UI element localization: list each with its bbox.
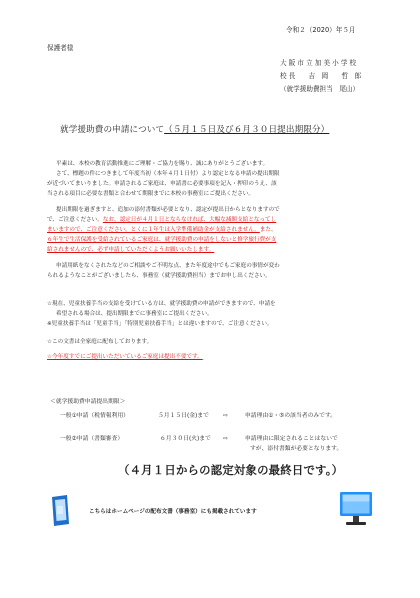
monitor-icon (338, 490, 374, 528)
notice-text: で、ご注意ください。 (47, 217, 103, 223)
paragraph-3-line-2 (47, 216, 276, 225)
schedule-row-1-note: 申請理由①・⑤の該当者のみです。 (245, 413, 337, 419)
date: 令和２（2020）年５月 (286, 26, 356, 34)
page-title (60, 123, 329, 135)
paragraph-1: 平素は、本校の教育活動推進にご理解・ご協力を賜り、誠にありがとうございます。 (56, 161, 269, 167)
note-distribution: ☆この文書は全家庭に配布しております。 (47, 339, 153, 345)
schedule-row-2-date: ６月３０日(火)まで (160, 436, 211, 442)
paragraph-2-line-2: が近づいてまいりました。申請されるご家庭は、申請書に必要事項を記入・押印のうえ、該 (47, 181, 277, 187)
title-sub: （５月１５日及び６月３０日提出期限分） (164, 125, 330, 135)
title-main: 就学援助費の申請について (60, 125, 165, 135)
paragraph-4-line-2: られるようなことがございましたら、事務室（就学援助費担当）までお申し出ください。 (47, 273, 271, 279)
paragraph-3-line-3 (47, 226, 277, 235)
paragraph-3-line-4 (47, 236, 276, 245)
schedule-heading: ＜就学援助費申請提出期限＞ (50, 399, 126, 405)
note-child-allowance-1: ☆現在、児童扶養手当の支給を受けている方は、就学援助費の申請ができますので、申請を (47, 301, 276, 307)
contact-person: （就学援助費担当 尾山） (280, 85, 360, 93)
schedule-row-2-note: 申請理由に限定されることはないで (245, 436, 338, 442)
warning-text-3: また、 (259, 227, 277, 233)
arrow-right-icon: ⇨ (223, 413, 228, 419)
arrow-right-icon: ⇨ (223, 436, 228, 442)
note-allowance-difference: ※児童扶養手当は「児童手当」「特別児童扶養手当」とは違いますので、ご注意ください。 (47, 321, 273, 327)
note-child-allowance-2: 希望される場合は、提出期限までに事務室にご提出ください。 (56, 311, 213, 317)
paragraph-3-line-5: 給されませんので、必ず申請していただくようお願いいたします。 (47, 247, 215, 253)
warning-text-4: ６年生で生活保護を受給されているご家庭は、就学援助費の申請をしないと修学旅行費が支 (47, 237, 277, 243)
paragraph-2-line-1: さて、標題の件につきまして年度当初（本年４月１日付）より認定となる申請の提出期限 (56, 171, 280, 177)
recipient: 保護者様 (47, 44, 74, 52)
school-name: 大 阪 市 立 加 美 小 学 校 (280, 59, 357, 67)
warning-text-1: なお、認定日が４月１日とならなければ、大幅な減額支給となってし (102, 217, 277, 223)
schedule-row-2-note-2: すが、添付書類が必要となります。 (250, 446, 343, 452)
emphasis-statement: （４月１日からの認定対象の最終日です。） (118, 463, 344, 477)
paragraph-2-line-3: 当される項目に必要な書類と合わせて期限までに本校の事務室にご提出ください。 (47, 191, 254, 197)
schedule-row-1-date: ５月１５日(金)まで (158, 413, 209, 419)
paragraph-4-line-1: 申請用紙をなくされたなどのご相談やご不明な点、また年度途中でもご家庭の事情が変わ (56, 263, 280, 269)
principal-name: 校 長 吉 岡 哲 郎 (280, 72, 362, 80)
schedule-row-2-label: 一般②申請（書類審査） (60, 436, 124, 442)
paragraph-3-line-1: 提出期限を過ぎますと、追加の添付書類が必要となり、認定が提出日からとなりますので (56, 207, 280, 213)
footer-note: こちらはホームページの配布文書（事務室）にも掲載されています (89, 509, 257, 515)
schedule-row-1-label: 一般①申請（税情報利用） (60, 413, 129, 419)
tablet-icon (47, 494, 75, 528)
note-already-submitted (47, 353, 203, 362)
note-already-submitted-text: ☆今年度すでにご提出いただいているご家庭は提出不要です。 (47, 354, 203, 360)
warning-text-2: まいますので、ご注意ください。とくに１年生は入学準備補助金が支給されません。 (47, 227, 260, 233)
